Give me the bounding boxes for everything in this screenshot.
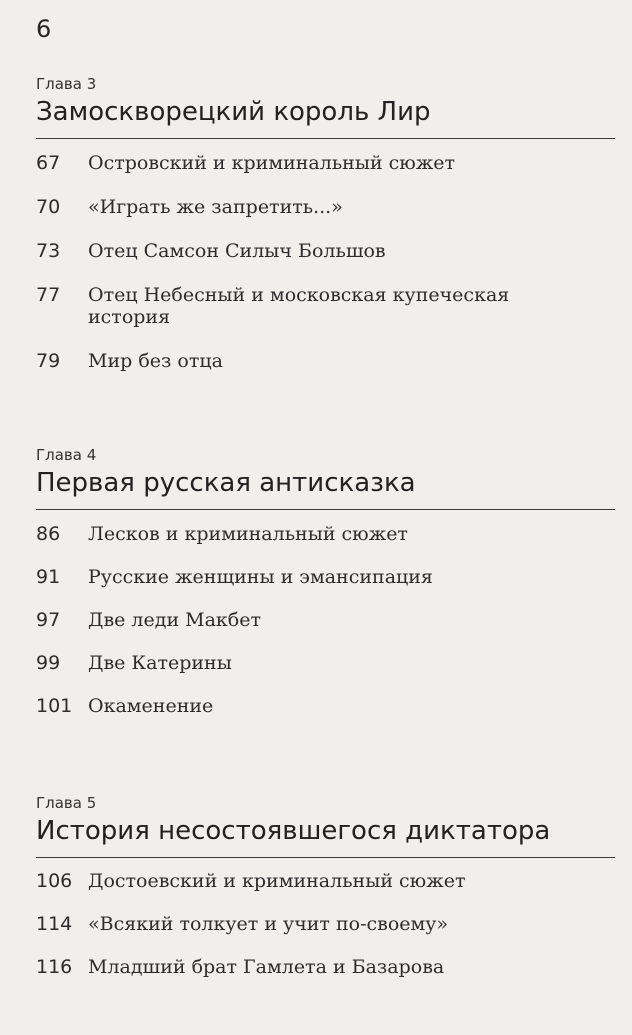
toc-entry[interactable] (36, 913, 616, 935)
chapter-3-section (36, 75, 616, 372)
toc-entry-page: 106 (36, 870, 73, 892)
toc-entry-list (36, 523, 616, 717)
chapter-label: Глава 4 (36, 446, 97, 464)
toc-entry-title: «Играть же запретить...» (88, 196, 343, 218)
toc-entry-title: Островский и криминальный сюжет (88, 152, 456, 174)
toc-entry-page: 97 (36, 609, 61, 631)
toc-entry[interactable] (36, 956, 616, 978)
toc-entry-title: Достоевский и криминальный сюжет (88, 870, 466, 892)
toc-entry[interactable] (36, 652, 616, 674)
toc-entry-page: 73 (36, 240, 61, 262)
toc-entry-title: Отец Самсон Силыч Большов (88, 240, 386, 262)
chapter-label: Глава 5 (36, 794, 97, 812)
toc-entry[interactable] (36, 609, 616, 631)
toc-entry-page: 67 (36, 152, 61, 174)
chapter-title: Первая русская антисказка (36, 468, 416, 498)
toc-entry[interactable] (36, 196, 616, 218)
toc-entry[interactable] (36, 284, 616, 328)
toc-entry[interactable] (36, 152, 616, 174)
toc-entry-title: Младший брат Гамлета и Базарова (88, 956, 445, 978)
toc-entry-list (36, 870, 616, 978)
toc-entry-page: 99 (36, 652, 61, 674)
toc-entry-title: Лесков и криминальный сюжет (88, 523, 408, 545)
toc-entry[interactable] (36, 240, 616, 262)
toc-entry-title: Отец Небесный и московская купеческая история (88, 284, 510, 328)
chapter-divider (36, 509, 615, 510)
chapter-divider (36, 138, 615, 139)
toc-entry-page: 86 (36, 523, 61, 545)
chapter-5-section (36, 794, 616, 978)
chapter-title: История несостоявшегося диктатора (36, 816, 551, 846)
toc-entry[interactable] (36, 870, 616, 892)
chapter-title: Замоскворецкий король Лир (36, 97, 431, 127)
toc-entry-page: 91 (36, 566, 61, 588)
toc-entry-title: Две Катерины (88, 652, 232, 674)
chapter-4-section (36, 446, 616, 717)
toc-entry-title: Две леди Макбет (88, 609, 261, 631)
page-number: 6 (36, 15, 52, 43)
toc-entry-page: 77 (36, 284, 61, 306)
toc-entry-title: Окаменение (88, 695, 214, 717)
toc-entry-page: 101 (36, 695, 73, 717)
toc-entry-page: 116 (36, 956, 73, 978)
toc-entry-title: Мир без отца (88, 350, 223, 372)
chapter-label: Глава 3 (36, 75, 97, 93)
chapter-divider (36, 857, 615, 858)
toc-entry-list (36, 152, 616, 372)
toc-entry-page: 79 (36, 350, 61, 372)
toc-entry[interactable] (36, 566, 616, 588)
toc-entry-title: Русские женщины и эмансипация (88, 566, 433, 588)
toc-entry[interactable] (36, 350, 616, 372)
toc-entry-page: 70 (36, 196, 61, 218)
toc-entry-title: «Всякий толкует и учит по-своему» (88, 913, 449, 935)
toc-entry[interactable] (36, 523, 616, 545)
toc-entry[interactable] (36, 695, 616, 717)
toc-entry-page: 114 (36, 913, 73, 935)
